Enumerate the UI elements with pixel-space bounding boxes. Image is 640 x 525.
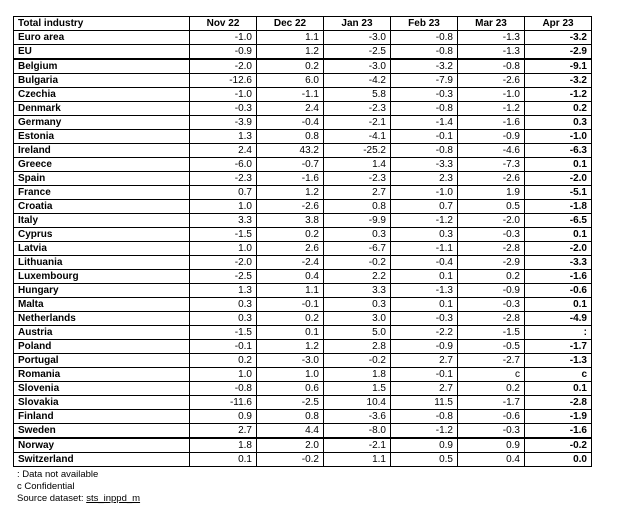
- row-label: Slovakia: [14, 396, 190, 410]
- row-label: Bulgaria: [14, 74, 190, 88]
- table-cell: 0.1: [391, 270, 458, 284]
- table-cell: -6.3: [525, 144, 592, 158]
- table-cell: 3.8: [257, 214, 324, 228]
- table-row: [14, 438, 592, 453]
- table-cell: -0.8: [391, 31, 458, 45]
- table-cell: 0.1: [391, 298, 458, 312]
- table-cell: 0.2: [525, 102, 592, 116]
- table-cell: -3.9: [190, 116, 257, 130]
- table-cell: -0.1: [391, 130, 458, 144]
- table-row: [14, 340, 592, 354]
- table-row: [14, 74, 592, 88]
- row-label: Portugal: [14, 354, 190, 368]
- table-cell: 1.1: [324, 453, 391, 467]
- table-cell: -9.9: [324, 214, 391, 228]
- table-cell: 0.3: [525, 116, 592, 130]
- table-cell: -11.6: [190, 396, 257, 410]
- table-row: [14, 368, 592, 382]
- table-cell: -1.2: [458, 102, 525, 116]
- table-cell: -0.8: [391, 410, 458, 424]
- table-cell: 0.2: [257, 312, 324, 326]
- table-cell: -1.1: [391, 242, 458, 256]
- table-cell: 1.1: [257, 31, 324, 45]
- table-cell: 2.7: [391, 354, 458, 368]
- table-cell: -1.2: [391, 424, 458, 439]
- row-label: Estonia: [14, 130, 190, 144]
- table-cell: 0.2: [190, 354, 257, 368]
- table-cell: -2.5: [324, 45, 391, 60]
- table-cell: -25.2: [324, 144, 391, 158]
- corner-header: Total industry: [14, 17, 190, 31]
- table-cell: 0.1: [525, 298, 592, 312]
- table-cell: -4.2: [324, 74, 391, 88]
- source-dataset-link[interactable]: sts_inppd_m: [86, 493, 141, 504]
- table-cell: -2.9: [458, 256, 525, 270]
- table-cell: 10.4: [324, 396, 391, 410]
- table-row: [14, 242, 592, 256]
- table-cell: 0.9: [190, 410, 257, 424]
- table-cell: 0.8: [257, 410, 324, 424]
- table-cell: -2.5: [257, 396, 324, 410]
- table-cell: -0.3: [391, 88, 458, 102]
- table-cell: -5.1: [525, 186, 592, 200]
- row-label: Spain: [14, 172, 190, 186]
- table-row: [14, 45, 592, 60]
- table-cell: 0.7: [391, 200, 458, 214]
- row-label: Belgium: [14, 59, 190, 74]
- table-body: [14, 31, 592, 467]
- source-line: [17, 493, 140, 505]
- table-cell: 0.3: [324, 298, 391, 312]
- table-cell: 0.2: [257, 59, 324, 74]
- table-cell: 1.0: [257, 368, 324, 382]
- table-cell: -4.6: [458, 144, 525, 158]
- table-row: [14, 382, 592, 396]
- table-cell: -2.2: [391, 326, 458, 340]
- row-label: Slovenia: [14, 382, 190, 396]
- table-cell: -1.0: [190, 31, 257, 45]
- row-label: Denmark: [14, 102, 190, 116]
- table-cell: -4.9: [525, 312, 592, 326]
- table-cell: -2.3: [190, 172, 257, 186]
- table-cell: -1.3: [525, 354, 592, 368]
- table-cell: :: [525, 326, 592, 340]
- column-header: Apr 23: [525, 17, 592, 31]
- table-cell: 0.5: [458, 200, 525, 214]
- table-cell: 0.2: [458, 382, 525, 396]
- column-header: Jan 23: [324, 17, 391, 31]
- note-not-available: : Data not available: [17, 469, 99, 480]
- table-row: [14, 354, 592, 368]
- note-confidential: c Confidential: [17, 481, 75, 492]
- table-cell: 1.5: [324, 382, 391, 396]
- table-cell: -0.6: [458, 410, 525, 424]
- table-cell: -1.6: [458, 116, 525, 130]
- table-cell: 2.4: [190, 144, 257, 158]
- table-cell: 0.1: [525, 228, 592, 242]
- row-label: Latvia: [14, 242, 190, 256]
- table-row: [14, 396, 592, 410]
- table-cell: 5.8: [324, 88, 391, 102]
- table-row: [14, 186, 592, 200]
- table-cell: -3.2: [391, 59, 458, 74]
- table-cell: 0.2: [458, 270, 525, 284]
- table-cell: -0.2: [324, 256, 391, 270]
- table-cell: -3.0: [324, 31, 391, 45]
- row-label: Cyprus: [14, 228, 190, 242]
- table-cell: 1.8: [324, 368, 391, 382]
- table-cell: 0.9: [458, 438, 525, 453]
- table-row: [14, 59, 592, 74]
- table-row: [14, 326, 592, 340]
- row-label: Finland: [14, 410, 190, 424]
- row-label: Croatia: [14, 200, 190, 214]
- table-row: [14, 130, 592, 144]
- table-cell: -1.3: [458, 31, 525, 45]
- table-cell: -0.1: [391, 368, 458, 382]
- table-cell: 11.5: [391, 396, 458, 410]
- table-cell: -3.6: [324, 410, 391, 424]
- table-cell: -6.5: [525, 214, 592, 228]
- row-label: Ireland: [14, 144, 190, 158]
- table-cell: -0.6: [525, 284, 592, 298]
- table-row: [14, 144, 592, 158]
- table-cell: 1.3: [190, 284, 257, 298]
- table-row: [14, 424, 592, 439]
- table-cell: -2.8: [458, 242, 525, 256]
- table-cell: 4.4: [257, 424, 324, 439]
- table-cell: 2.8: [324, 340, 391, 354]
- row-label: Poland: [14, 340, 190, 354]
- table-cell: -6.7: [324, 242, 391, 256]
- table-cell: 2.0: [257, 438, 324, 453]
- row-label: Malta: [14, 298, 190, 312]
- table-cell: -1.6: [257, 172, 324, 186]
- table-cell: 1.0: [190, 368, 257, 382]
- table-cell: -0.2: [257, 453, 324, 467]
- table-cell: -3.2: [525, 31, 592, 45]
- table-cell: c: [525, 368, 592, 382]
- row-label: Hungary: [14, 284, 190, 298]
- table-cell: -2.0: [458, 214, 525, 228]
- table-cell: 0.3: [190, 298, 257, 312]
- row-label: Luxembourg: [14, 270, 190, 284]
- table-row: [14, 214, 592, 228]
- table-row: [14, 200, 592, 214]
- table-cell: 2.6: [257, 242, 324, 256]
- table-cell: 0.9: [391, 438, 458, 453]
- table-cell: 1.4: [324, 158, 391, 172]
- table-cell: -2.0: [525, 242, 592, 256]
- column-header: Mar 23: [458, 17, 525, 31]
- table-cell: -2.4: [257, 256, 324, 270]
- table-cell: 2.7: [324, 186, 391, 200]
- table-cell: 0.0: [525, 453, 592, 467]
- table-cell: -4.1: [324, 130, 391, 144]
- table-cell: 0.1: [190, 453, 257, 467]
- table-cell: 2.3: [391, 172, 458, 186]
- table-row: [14, 256, 592, 270]
- table-cell: 1.3: [190, 130, 257, 144]
- table-cell: -1.5: [190, 228, 257, 242]
- table-cell: 1.0: [190, 242, 257, 256]
- table-cell: -0.8: [391, 45, 458, 60]
- table-cell: -1.6: [525, 270, 592, 284]
- table-cell: -1.3: [391, 284, 458, 298]
- table-cell: -1.0: [190, 88, 257, 102]
- table-cell: -0.8: [458, 59, 525, 74]
- row-label: Italy: [14, 214, 190, 228]
- table-cell: 1.2: [257, 186, 324, 200]
- table-cell: 0.3: [324, 228, 391, 242]
- table-cell: -2.0: [190, 256, 257, 270]
- table-cell: -1.7: [458, 396, 525, 410]
- table-cell: 5.0: [324, 326, 391, 340]
- table-cell: -7.9: [391, 74, 458, 88]
- table-cell: 1.9: [458, 186, 525, 200]
- column-header: Feb 23: [391, 17, 458, 31]
- row-label: Norway: [14, 438, 190, 453]
- table-cell: -2.6: [458, 172, 525, 186]
- table-cell: 0.5: [391, 453, 458, 467]
- row-label: Sweden: [14, 424, 190, 439]
- column-header: Nov 22: [190, 17, 257, 31]
- table-cell: -9.1: [525, 59, 592, 74]
- row-label: EU: [14, 45, 190, 60]
- table-cell: -2.0: [190, 59, 257, 74]
- table-cell: -2.5: [190, 270, 257, 284]
- table-cell: -2.9: [525, 45, 592, 60]
- table-cell: -1.8: [525, 200, 592, 214]
- table-cell: 0.8: [257, 130, 324, 144]
- table-cell: -1.2: [525, 88, 592, 102]
- table-cell: -1.4: [391, 116, 458, 130]
- table-row: [14, 158, 592, 172]
- industry-production-table: [13, 16, 592, 467]
- table-cell: -2.1: [324, 438, 391, 453]
- table-cell: -1.5: [458, 326, 525, 340]
- table-cell: -8.0: [324, 424, 391, 439]
- table-cell: -7.3: [458, 158, 525, 172]
- table-cell: 0.3: [391, 228, 458, 242]
- table-row: [14, 284, 592, 298]
- table-cell: -6.0: [190, 158, 257, 172]
- table-cell: -2.1: [324, 116, 391, 130]
- table-row: [14, 270, 592, 284]
- table-cell: 2.4: [257, 102, 324, 116]
- row-label: Lithuania: [14, 256, 190, 270]
- table-cell: -0.9: [391, 340, 458, 354]
- table-cell: -2.6: [458, 74, 525, 88]
- table-cell: c: [458, 368, 525, 382]
- table-cell: -0.3: [458, 228, 525, 242]
- table-row: [14, 410, 592, 424]
- table-cell: -2.0: [525, 172, 592, 186]
- table-cell: 0.6: [257, 382, 324, 396]
- table-cell: -0.8: [391, 144, 458, 158]
- table-cell: 6.0: [257, 74, 324, 88]
- table-cell: 2.7: [190, 424, 257, 439]
- row-label: Euro area: [14, 31, 190, 45]
- table-cell: -3.3: [525, 256, 592, 270]
- table-cell: 1.0: [190, 200, 257, 214]
- table-cell: 0.1: [525, 158, 592, 172]
- table-row: [14, 453, 592, 467]
- table-cell: -2.8: [458, 312, 525, 326]
- table-cell: 1.1: [257, 284, 324, 298]
- table-row: [14, 31, 592, 45]
- table-cell: 1.2: [257, 45, 324, 60]
- table-cell: -12.6: [190, 74, 257, 88]
- table-cell: -2.6: [257, 200, 324, 214]
- table-cell: -0.7: [257, 158, 324, 172]
- header-row: [14, 17, 592, 31]
- table-cell: -0.2: [324, 354, 391, 368]
- table-cell: -3.0: [257, 354, 324, 368]
- table-cell: -1.0: [458, 88, 525, 102]
- table-cell: 3.3: [190, 214, 257, 228]
- table-row: [14, 116, 592, 130]
- table-row: [14, 172, 592, 186]
- table-cell: 0.2: [257, 228, 324, 242]
- table-cell: -0.5: [458, 340, 525, 354]
- table-cell: -1.9: [525, 410, 592, 424]
- row-label: Germany: [14, 116, 190, 130]
- table-cell: -0.1: [257, 298, 324, 312]
- table-cell: -0.3: [458, 424, 525, 439]
- row-label: Netherlands: [14, 312, 190, 326]
- table-cell: -0.9: [458, 284, 525, 298]
- row-label: Czechia: [14, 88, 190, 102]
- table-cell: 0.4: [458, 453, 525, 467]
- table-row: [14, 228, 592, 242]
- table-row: [14, 102, 592, 116]
- table-cell: -0.8: [190, 382, 257, 396]
- table-cell: -1.0: [391, 186, 458, 200]
- table-cell: -1.5: [190, 326, 257, 340]
- table-cell: -0.3: [458, 298, 525, 312]
- table-cell: -0.8: [391, 102, 458, 116]
- table-row: [14, 298, 592, 312]
- table-cell: -3.3: [391, 158, 458, 172]
- row-label: Austria: [14, 326, 190, 340]
- table-cell: -1.2: [391, 214, 458, 228]
- source-label: Source dataset:: [17, 493, 87, 504]
- table-row: [14, 312, 592, 326]
- table-cell: -3.0: [324, 59, 391, 74]
- table-cell: -2.3: [324, 172, 391, 186]
- table-cell: 1.8: [190, 438, 257, 453]
- row-label: Greece: [14, 158, 190, 172]
- table-cell: -3.2: [525, 74, 592, 88]
- table-cell: 2.7: [391, 382, 458, 396]
- table-row: [14, 88, 592, 102]
- table-cell: 1.2: [257, 340, 324, 354]
- table-cell: -0.2: [525, 438, 592, 453]
- table-cell: 43.2: [257, 144, 324, 158]
- column-header: Dec 22: [257, 17, 324, 31]
- table-cell: 0.7: [190, 186, 257, 200]
- row-label: France: [14, 186, 190, 200]
- table-cell: 3.3: [324, 284, 391, 298]
- table-cell: -1.3: [458, 45, 525, 60]
- table-cell: -1.6: [525, 424, 592, 439]
- table-cell: -1.7: [525, 340, 592, 354]
- table-cell: -2.7: [458, 354, 525, 368]
- table-cell: -1.0: [525, 130, 592, 144]
- table-cell: 0.4: [257, 270, 324, 284]
- table-cell: -0.4: [391, 256, 458, 270]
- table-cell: -1.1: [257, 88, 324, 102]
- table-cell: -2.8: [525, 396, 592, 410]
- table-cell: -0.4: [257, 116, 324, 130]
- table-cell: 0.1: [257, 326, 324, 340]
- table-cell: 0.3: [190, 312, 257, 326]
- table-cell: 0.1: [525, 382, 592, 396]
- footnotes: [17, 469, 140, 505]
- table-cell: -0.9: [458, 130, 525, 144]
- table-cell: -0.1: [190, 340, 257, 354]
- row-label: Switzerland: [14, 453, 190, 467]
- table-cell: -2.3: [324, 102, 391, 116]
- table-cell: 3.0: [324, 312, 391, 326]
- table-cell: 2.2: [324, 270, 391, 284]
- table-cell: -0.3: [190, 102, 257, 116]
- row-label: Romania: [14, 368, 190, 382]
- table-cell: -0.9: [190, 45, 257, 60]
- table-cell: -0.3: [391, 312, 458, 326]
- table-cell: 0.8: [324, 200, 391, 214]
